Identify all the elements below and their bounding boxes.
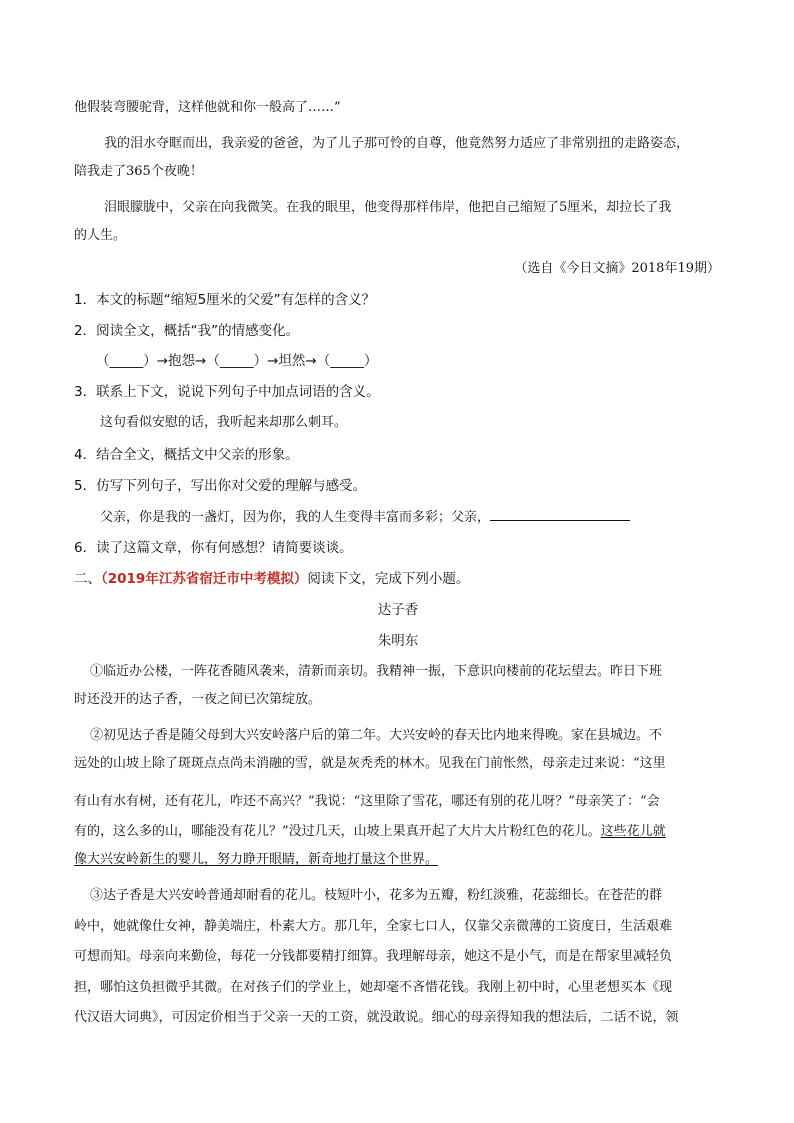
article-line: 时还没开的达子香，一夜之间已次第绽放。 — [74, 692, 322, 707]
article-line: 代汉语大词典》，可因定价相当于父亲一天的工资，就没敢说。细心的母亲得知我的想法后，二话不说，领 — [74, 1010, 679, 1025]
article-paragraph-3: ③达子香是大兴安岭普通却耐看的花儿。枝短叶小，花多为五瓣，粉红淡雅，花蕊细长。在苍茫的群 — [90, 888, 663, 903]
article-paragraph-1: ①临近办公楼，一阵花香随风袭来，清新而亲切。我精神一振，下意识向楼前的花坛望去。昨日下班 — [90, 664, 663, 679]
question-5-sentence — [100, 509, 748, 526]
passage1-line: 的人生。 — [74, 228, 127, 243]
section-2-header — [74, 571, 722, 587]
question-5-sentence-text: 父亲，你是我的一盏灯，因为你，我的人生变得丰富而多彩；父亲， — [100, 510, 491, 525]
question-3: 3．联系上下文，说说下列句子中加点词语的含义。 — [74, 384, 380, 400]
section-2-instruction: 阅读下文，完成下列小题。 — [307, 571, 470, 587]
article-line: 远处的山坡上除了斑斑点点尚未消融的雪，就是灰秃秃的林木。见我在门前怅然，母亲走过来说：“这里 — [74, 756, 666, 771]
answer-blank[interactable] — [490, 509, 630, 521]
article-line-text: 有的，这么多的山，哪能没有花儿？”没过几天，山坡上果真开起了大片大片粉红色的花儿。 — [74, 824, 601, 839]
article-paragraph-2: ②初见达子香是随父母到大兴安岭落户后的第二年。大兴安岭的春天比内地来得晚。家在县城边。不 — [90, 728, 663, 743]
question-4: 4．结合全文，概括文中父亲的形象。 — [74, 447, 299, 463]
underlined-sentence: 像大兴安岭新生的婴儿，努力睁开眼睛，新奇地打量这个世界。 — [74, 852, 439, 867]
question-6: 6．读了这篇文章，你有何感想？请简要谈谈。 — [74, 540, 353, 556]
question-3-sentence: 这句看似安慰的话，我听起来却那么刺耳。 — [100, 415, 348, 430]
article-line: 有山有水有树，还有花儿，咋还不高兴？”我说：“这里除了雪花，哪还有别的花儿呀？”母亲笑了：“会 — [74, 794, 660, 809]
article-line: 可想而知。母亲向来勤俭，每花一分钱都要精打细算。我理解母亲，她这不是小气，而是在帮家里减轻负 — [74, 949, 673, 964]
underlined-sentence: 这些花儿就 — [600, 824, 666, 839]
question-2: 2．阅读全文，概括“我”的情感变化。 — [74, 323, 300, 339]
article-line — [74, 824, 722, 840]
passage-source: （选自《今日文摘》2018年19期） — [514, 261, 720, 276]
passage1-paragraph: 我的泪水夺眶而出，我亲爱的爸爸，为了儿子那可怜的自尊，他竟然努力适应了非常别扭的走路姿态， — [104, 136, 690, 151]
article-line: 岭中，她就像仕女神，静美端庄，朴素大方。那几年，全家七口人，仅靠父亲微薄的工资度日，生活艰难 — [74, 919, 673, 934]
article-title: 达子香 — [377, 602, 419, 618]
article-line: 担，哪怕这负担微乎其微。在对孩子们的学业上，她却毫不吝惜花钱。我刚上初中时，心里老想买本《现 — [74, 980, 673, 995]
section-2-prefix: 二、 — [74, 571, 101, 587]
article-author: 朱明东 — [377, 633, 419, 649]
passage1-line: 他假装弯腰驼背，这样他就和你一般高了……” — [74, 100, 341, 115]
passage1-paragraph: 泪眼朦胧中，父亲在向我微笑。在我的眼里，他变得那样伟岸，他把自己缩短了5厘米，却拉长了我 — [104, 200, 672, 215]
section-2-tag: （2019年江苏省宿迁市中考模拟） — [101, 571, 308, 587]
passage1-line: 陪我走了365个夜晚！ — [74, 164, 203, 179]
question-5: 5．仿写下列句子，写出你对父爱的理解与感受。 — [74, 478, 367, 494]
question-2-fill: （_____）→抱怨→（_____）→坦然→（_____） — [96, 353, 378, 369]
question-1: 1．本文的标题“缩短5厘米的父爱”有怎样的含义？ — [74, 292, 376, 308]
